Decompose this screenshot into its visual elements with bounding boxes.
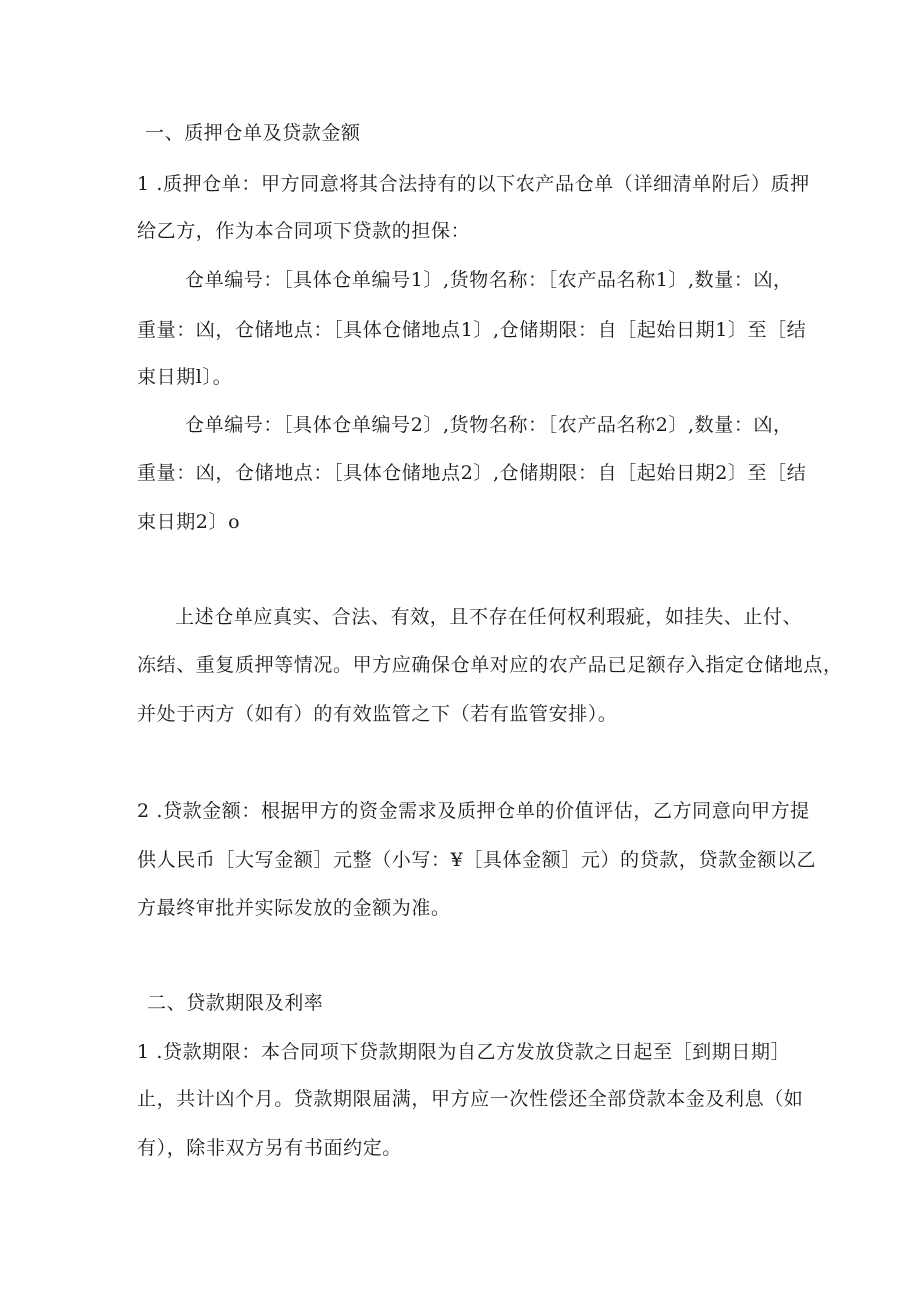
- section-1-heading: 一、质押仓单及贷款金额: [145, 122, 361, 144]
- item-1-1-line-1: 1 .质押仓单：甲方同意将其合法持有的以下农产品仓单（详细清单附后）质押: [137, 173, 810, 195]
- warehouse-receipt-1-line-2: 重量：凶，仓储地点：［具体仓储地点1〕,仓储期限：自［起始日期1〕至［结: [137, 319, 807, 341]
- warehouse-receipt-1-line-3: 束日期l〕。: [137, 366, 233, 388]
- item-1-2-line-1: 2 .贷款金额：根据甲方的资金需求及质押仓单的价值评估，乙方同意向甲方提: [137, 800, 810, 822]
- receipt-validity-para-line-3: 并处于丙方（如有）的有效监管之下（若有监管安排）。: [137, 703, 618, 725]
- receipt-validity-para-line-1: 上述仓单应真实、合法、有效，且不存在任何权利瑕疵，如挂失、止付、: [175, 606, 803, 628]
- section-2-heading: 二、贷款期限及利率: [147, 992, 324, 1014]
- item-1-2-line-3: 方最终审批并实际发放的金额为准。: [137, 897, 451, 919]
- item-2-1-line-1: 1 .贷款期限：本合同项下贷款期限为自乙方发放贷款之日起至［到期日期］: [137, 1041, 791, 1063]
- warehouse-receipt-2-line-3: 束日期2〕o: [137, 511, 241, 533]
- warehouse-receipt-2-line-1: 仓单编号：［具体仓单编号2〕,货物名称：［农产品名称2〕,数量：凶，: [185, 414, 793, 436]
- item-2-1-line-3: 有），除非双方另有书面约定。: [137, 1137, 402, 1159]
- item-1-1-line-2: 给乙方，作为本合同项下贷款的担保：: [137, 220, 471, 242]
- warehouse-receipt-1-line-1: 仓单编号：［具体仓单编号1〕,货物名称：［农产品名称1〕,数量：凶，: [185, 269, 793, 291]
- item-1-2-line-2: 供人民币［大写金额］元整（小写：¥［具体金额］元）的贷款，贷款金额以乙: [137, 849, 817, 871]
- receipt-validity-para-line-2: 冻结、重复质押等情况。甲方应确保仓单对应的农产品已足额存入指定仓储地点，: [137, 654, 843, 676]
- item-2-1-line-2: 止，共计凶个月。贷款期限届满，甲方应一次性偿还全部贷款本金及利息（如: [137, 1088, 804, 1110]
- warehouse-receipt-2-line-2: 重量：凶，仓储地点：［具体仓储地点2〕,仓储期限：自［起始日期2〕至［结: [137, 462, 807, 484]
